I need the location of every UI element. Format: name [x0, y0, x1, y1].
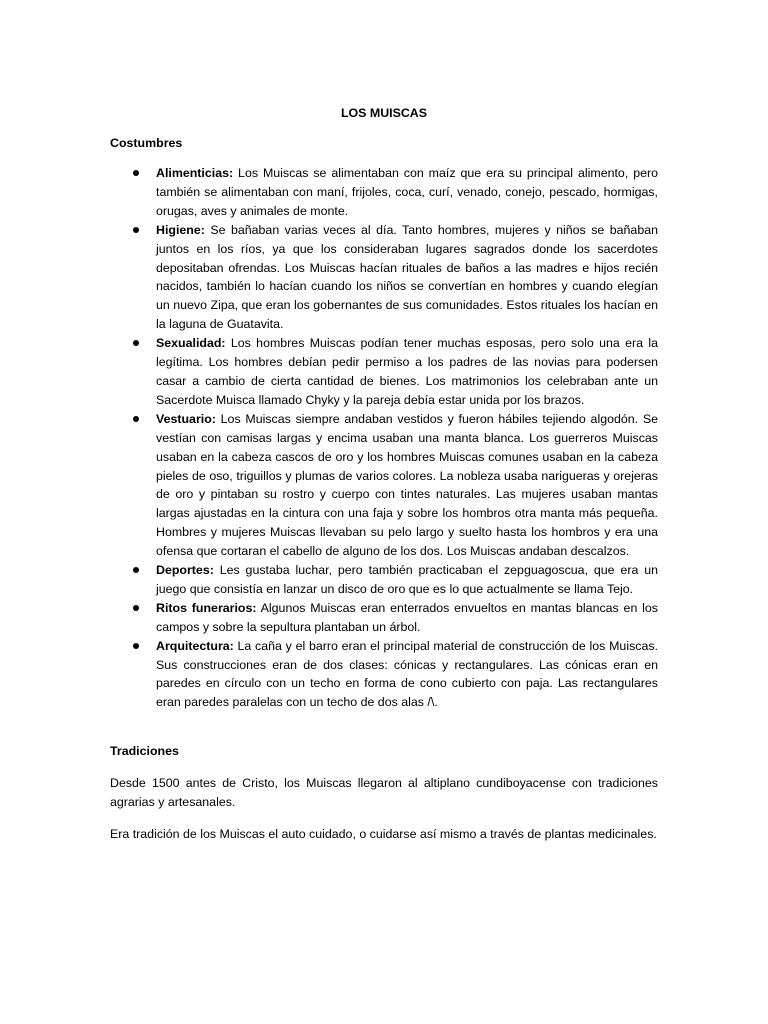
- item-label: Deportes:: [156, 563, 214, 578]
- item-label: Sexualidad:: [156, 336, 226, 351]
- list-item-arquitectura: [110, 637, 658, 713]
- costumbres-list: [110, 164, 658, 712]
- item-text: Los Muiscas se alimentaban con maíz que era su principal alimento, pero también se alimentaban con maní, frijoles, coca, curí, venado, conejo, pescado, hormigas, orugas, aves y animales de monte.: [156, 166, 658, 218]
- list-item-deportes: [110, 561, 658, 599]
- item-text: Los hombres Muiscas podían tener muchas esposas, pero solo una era la legítima. Los hombres debían pedir permiso a los padres de las novias para podersen casar a cambio de cierta cantidad de bienes. Los matrimonios los celebraban ante un Sacerdote Muisca llamado Chyky y la pareja debía estar unida por los brazos.: [156, 336, 658, 407]
- item-label: Higiene:: [156, 222, 205, 237]
- bullet-icon: [133, 227, 139, 233]
- paragraph-tradiciones-1: Desde 1500 antes de Cristo, los Muiscas llegaron al altiplano cundiboyacense con tradiciones agrarias y artesanales.: [110, 776, 658, 809]
- list-item-sexualidad: [110, 334, 658, 410]
- item-text: Les gustaba luchar, pero también practicaban el zepguagoscua, que era un juego que consistía en lanzar un disco de oro que es lo que actualmente se llama Tejo.: [156, 563, 658, 596]
- list-item-ritos-funerarios: [110, 599, 658, 637]
- item-label: Arquitectura:: [156, 638, 234, 653]
- list-item-higiene: [110, 221, 658, 334]
- item-label: Alimenticias:: [156, 166, 234, 180]
- document-title: LOS MUISCAS: [340, 106, 428, 120]
- section-heading-tradiciones: Tradiciones: [110, 744, 179, 758]
- bullet-icon: [133, 567, 139, 573]
- list-item-alimenticias: [110, 164, 658, 221]
- item-text: Se bañaban varias veces al día. Tanto hombres, mujeres y niños se bañaban juntos en los ríos, ya que los consideraban lugares sagrados donde los sacerdotes depositaban ofrendas. Los Muiscas hacían rituales de baños a las madres e hijos recién nacidos, también lo hacían cuando los niños se convertían en hombres y cuando elegían un nuevo Zipa, que eran los gobernantes de sus comunidades. Estos rituales los hacían en la laguna de Guatavita.: [156, 222, 658, 332]
- bullet-icon: [133, 605, 139, 611]
- item-text: Los Muiscas siempre andaban vestidos y fueron hábiles tejiendo algodón. Se vestían con camisas largas y encima usaban una manta blanca. Los guerreros Muiscas usaban en la cabeza cascos de oro y los hombres Muiscas comunes usaban en la cabeza pieles de oso, triguillos y plumas de varios colores. La nobleza usaba narigueras y orejeras de oro y pintaban su rostro y cuerpo con tintes naturales. Las mujeres usaban mantas largas ajustadas en la cintura con una faja y sobre los hombros otra manta más pequeña. Hombres y mujeres Muiscas llevaban su pelo largo y suelto hasta los hombros y era una ofensa que cortaran el cabello de alguno de los dos. Los Muiscas andaban descalzos.: [156, 411, 658, 559]
- item-text: La caña y el barro eran el principal material de construcción de los Muiscas. Sus construcciones eran de dos clases: cónicas y rectangulares. Las cónicas eran en paredes en círculo con un techo en forma de cono cubierto con paja. Las rectangulares eran paredes paralelas con un techo de dos alas /\.: [156, 638, 658, 710]
- section-heading-costumbres: Costumbres: [110, 136, 183, 150]
- bullet-icon: [133, 340, 139, 346]
- bullet-icon: [133, 643, 139, 649]
- item-label: Ritos funerarios:: [156, 600, 257, 615]
- bullet-icon: [133, 170, 139, 176]
- bullet-icon: [133, 416, 139, 422]
- paragraph-tradiciones-2: Era tradición de los Muiscas el auto cuidado, o cuidarse así mismo a través de plantas medicinales.: [110, 827, 657, 841]
- item-text: Algunos Muiscas eran enterrados envueltos en mantas blancas en los campos y sobre la sepultura plantaban un árbol.: [156, 600, 658, 634]
- item-label: Vestuario:: [156, 411, 216, 426]
- list-item-vestuario: [110, 410, 658, 561]
